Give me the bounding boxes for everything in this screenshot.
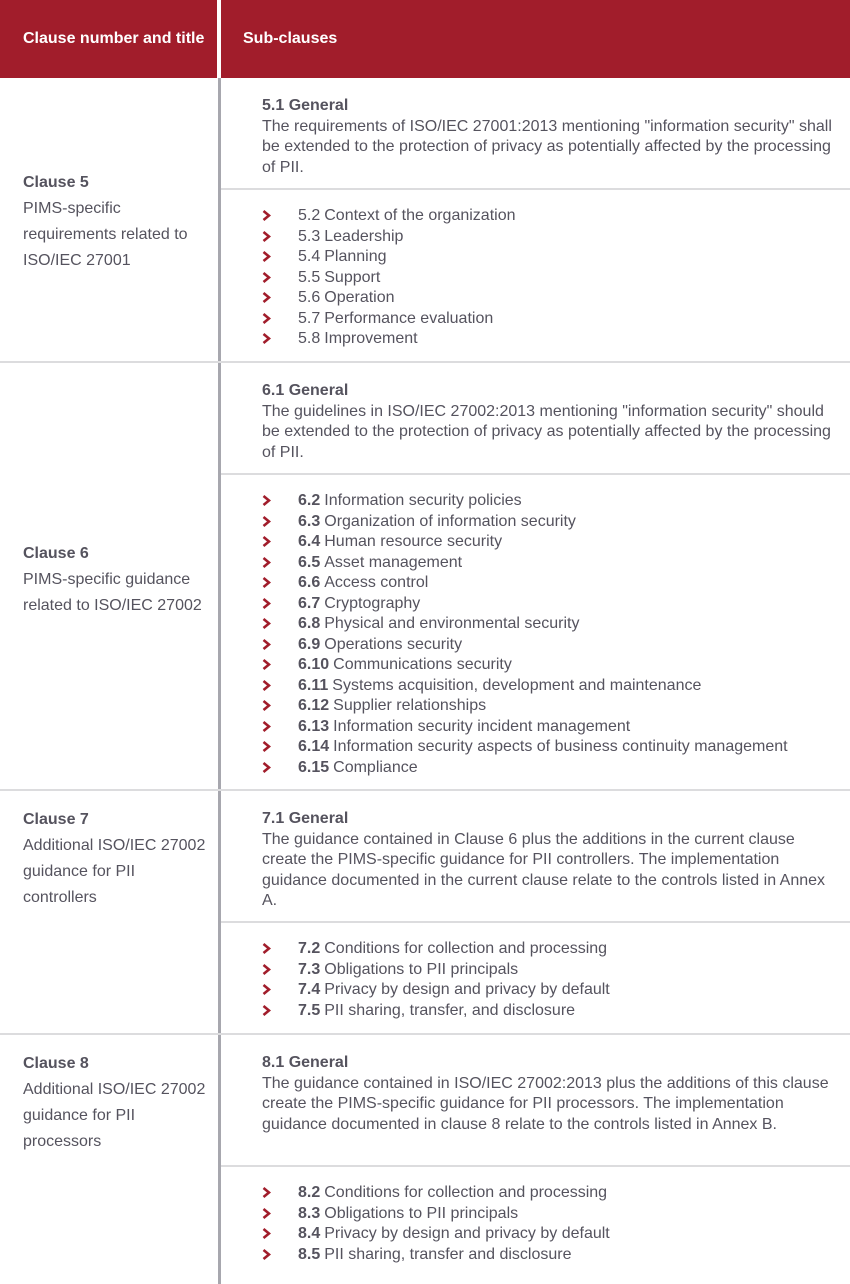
sub-clause-label: PII sharing, transfer, and disclosure — [324, 1001, 576, 1019]
chevron-right-icon — [262, 758, 298, 779]
general-subclause — [221, 1035, 850, 1167]
general-text: The guidance contained in Clause 6 plus the additions in the current clause create the PIMS-specific guidance for PII controllers. The implementation guidance documented in the current clause relate to the controls listed in Annex A. — [262, 830, 826, 909]
header-clause-number-and-title: Clause number and title — [0, 0, 217, 78]
sub-clause-label: Support — [324, 268, 381, 286]
sub-clause-number: 6.6 — [298, 574, 321, 591]
sub-clause-number: 6.14 — [298, 738, 330, 755]
chevron-right-icon — [262, 696, 298, 717]
clause-title: Additional ISO/IEC 27002 guidance for PII processors — [23, 1081, 206, 1150]
sub-clause-label: PII sharing, transfer and disclosure — [324, 1245, 572, 1263]
chevron-right-icon — [262, 1245, 298, 1266]
sub-clause-label: Communications security — [333, 656, 512, 673]
clause-number: Clause 8 — [23, 1055, 89, 1072]
clause-title: PIMS-specific requirements related to ISO/IEC 27001 — [23, 199, 188, 269]
general-title: 5.1 General — [262, 97, 349, 114]
sub-clause-item — [262, 512, 840, 533]
sub-clause-label: Access control — [324, 574, 429, 591]
sub-clause-item — [262, 614, 840, 635]
sub-clause-item — [262, 268, 840, 289]
sub-clause-number: 8.3 — [298, 1204, 321, 1222]
clause-cell — [0, 363, 218, 789]
sub-clause-item — [262, 696, 840, 717]
general-text: The requirements of ISO/IEC 27001:2013 mentioning "information security" shall be extended to the protection of privacy as potentially affected by the processing of PII. — [262, 117, 832, 176]
chevron-right-icon — [262, 635, 298, 656]
sub-clause-item — [262, 1183, 840, 1204]
sub-clause-number: 5.7 — [298, 309, 321, 327]
sub-clause-label: Organization of information security — [324, 512, 576, 530]
sub-clauses-cell — [221, 1035, 850, 1284]
chevron-right-icon — [262, 1001, 298, 1022]
sub-clause-item — [262, 717, 840, 738]
sub-clauses-cell — [221, 78, 850, 361]
sub-clause-item — [262, 655, 840, 676]
chevron-right-icon — [262, 1183, 298, 1204]
sub-clause-label: Leadership — [324, 227, 404, 245]
sub-clause-item — [262, 329, 840, 350]
sub-clause-number: 7.3 — [298, 960, 321, 978]
sub-clause-list — [221, 923, 850, 1033]
sub-clause-number: 6.2 — [298, 492, 321, 509]
sub-clause-item — [262, 532, 840, 553]
chevron-right-icon — [262, 980, 298, 1001]
sub-clause-list — [221, 190, 850, 362]
chevron-right-icon — [262, 717, 298, 738]
sub-clause-number: 6.4 — [298, 533, 321, 550]
sub-clause-number: 8.2 — [298, 1184, 321, 1201]
sub-clause-item — [262, 980, 840, 1001]
sub-clause-item — [262, 288, 840, 309]
chevron-right-icon — [262, 329, 298, 350]
general-title: 7.1 General — [262, 810, 349, 827]
sub-clause-item — [262, 247, 840, 268]
sub-clause-label: Asset management — [324, 553, 463, 571]
clause-cell — [0, 1035, 218, 1284]
chevron-right-icon — [262, 247, 298, 268]
sub-clause-number: 5.3 — [298, 227, 321, 245]
sub-clause-item — [262, 227, 840, 248]
chevron-right-icon — [262, 1204, 298, 1225]
clause-cell — [0, 791, 218, 1033]
chevron-right-icon — [262, 939, 298, 960]
sub-clause-label: Conditions for collection and processing — [324, 940, 608, 957]
general-text: The guidelines in ISO/IEC 27002:2013 mentioning "information security" should be extended to the protection of privacy as potentially affected by the processing of PII. — [262, 402, 831, 461]
sub-clause-item — [262, 309, 840, 330]
chevron-right-icon — [262, 309, 298, 330]
sub-clause-label: Supplier relationships — [333, 697, 487, 714]
sub-clause-label: Planning — [324, 248, 387, 265]
sub-clause-item — [262, 1204, 840, 1225]
sub-clause-number: 6.3 — [298, 512, 321, 530]
sub-clause-item — [262, 594, 840, 615]
chevron-right-icon — [262, 614, 298, 635]
sub-clause-label: Information security incident management — [333, 717, 631, 735]
sub-clause-number: 6.8 — [298, 615, 321, 632]
chevron-right-icon — [262, 960, 298, 981]
chevron-right-icon — [262, 676, 298, 697]
sub-clause-item — [262, 553, 840, 574]
sub-clause-number: 6.13 — [298, 717, 330, 735]
sub-clause-number: 6.5 — [298, 553, 321, 571]
sub-clause-label: Human resource security — [324, 533, 503, 550]
sub-clause-item — [262, 635, 840, 656]
sub-clauses-cell — [221, 363, 850, 789]
chevron-right-icon — [262, 268, 298, 289]
chevron-right-icon — [262, 512, 298, 533]
sub-clause-label: Physical and environmental security — [324, 615, 580, 632]
sub-clause-label: Operation — [324, 289, 395, 306]
sub-clause-item — [262, 491, 840, 512]
sub-clause-number: 5.4 — [298, 248, 321, 265]
clause-title: PIMS-specific guidance related to ISO/IEC 27002 — [23, 571, 202, 614]
table-header — [0, 0, 850, 78]
general-title: 6.1 General — [262, 382, 349, 399]
sub-clause-item — [262, 758, 840, 779]
sub-clause-number: 5.6 — [298, 289, 321, 306]
sub-clause-item — [262, 960, 840, 981]
chevron-right-icon — [262, 288, 298, 309]
sub-clause-number: 8.5 — [298, 1245, 321, 1263]
chevron-right-icon — [262, 655, 298, 676]
chevron-right-icon — [262, 532, 298, 553]
sub-clause-number: 6.9 — [298, 635, 321, 653]
sub-clause-item — [262, 939, 840, 960]
clause-number: Clause 6 — [23, 545, 89, 562]
chevron-right-icon — [262, 227, 298, 248]
general-subclause — [221, 78, 850, 190]
sub-clause-number: 7.2 — [298, 940, 321, 957]
header-sub-clauses: Sub-clauses — [221, 0, 850, 78]
sub-clause-label: Obligations to PII principals — [324, 960, 519, 978]
sub-clause-number: 6.7 — [298, 594, 321, 612]
sub-clause-label: Information security aspects of business continuity management — [333, 738, 788, 755]
sub-clause-label: Context of the organization — [324, 207, 516, 224]
clause-title: Additional ISO/IEC 27002 guidance for PII controllers — [23, 837, 206, 906]
sub-clause-label: Privacy by design and privacy by default — [324, 981, 610, 998]
sub-clause-number: 6.15 — [298, 758, 330, 776]
table-row-clause-7 — [0, 791, 850, 1035]
chevron-right-icon — [262, 737, 298, 758]
sub-clause-label: Information security policies — [324, 492, 522, 509]
chevron-right-icon — [262, 594, 298, 615]
general-title: 8.1 General — [262, 1054, 349, 1071]
sub-clause-item — [262, 573, 840, 594]
clause-number: Clause 7 — [23, 811, 89, 828]
sub-clause-number: 5.5 — [298, 268, 321, 286]
table-row-clause-6 — [0, 363, 850, 791]
chevron-right-icon — [262, 1224, 298, 1245]
sub-clause-label: Compliance — [333, 758, 418, 776]
sub-clause-item — [262, 1245, 840, 1266]
sub-clause-number: 5.8 — [298, 330, 321, 347]
sub-clause-number: 8.4 — [298, 1225, 321, 1242]
chevron-right-icon — [262, 206, 298, 227]
general-subclause — [221, 791, 850, 923]
table-row-clause-8 — [0, 1035, 850, 1284]
clause-cell — [0, 78, 218, 361]
sub-clause-item — [262, 737, 840, 758]
clause-number: Clause 5 — [23, 173, 89, 191]
general-text: The guidance contained in ISO/IEC 27002:2013 plus the additions of this clause create the PIMS-specific guidance for PII processors. The implementation guidance documented in clause 8 relate to the controls listed in Annex B. — [262, 1074, 829, 1133]
sub-clause-number: 6.12 — [298, 697, 330, 714]
sub-clause-number: 6.10 — [298, 656, 330, 673]
sub-clause-item — [262, 676, 840, 697]
sub-clause-number: 7.5 — [298, 1001, 321, 1019]
chevron-right-icon — [262, 491, 298, 512]
sub-clause-item — [262, 206, 840, 227]
sub-clause-label: Operations security — [324, 635, 463, 653]
sub-clause-number: 5.2 — [298, 207, 321, 224]
sub-clause-label: Performance evaluation — [324, 309, 494, 327]
sub-clause-item — [262, 1224, 840, 1245]
sub-clause-label: Obligations to PII principals — [324, 1204, 519, 1222]
sub-clause-label: Improvement — [324, 330, 418, 347]
chevron-right-icon — [262, 573, 298, 594]
chevron-right-icon — [262, 553, 298, 574]
sub-clause-label: Cryptography — [324, 594, 421, 612]
table-row-clause-5 — [0, 78, 850, 363]
sub-clauses-cell — [221, 791, 850, 1033]
sub-clause-item — [262, 1001, 840, 1022]
sub-clause-list — [221, 1167, 850, 1277]
sub-clause-label: Systems acquisition, development and maintenance — [332, 676, 702, 694]
sub-clause-list — [221, 475, 850, 790]
sub-clause-number: 6.11 — [298, 676, 329, 694]
sub-clause-number: 7.4 — [298, 981, 321, 998]
general-subclause — [221, 363, 850, 475]
sub-clause-label: Privacy by design and privacy by default — [324, 1225, 610, 1242]
sub-clause-label: Conditions for collection and processing — [324, 1184, 608, 1201]
